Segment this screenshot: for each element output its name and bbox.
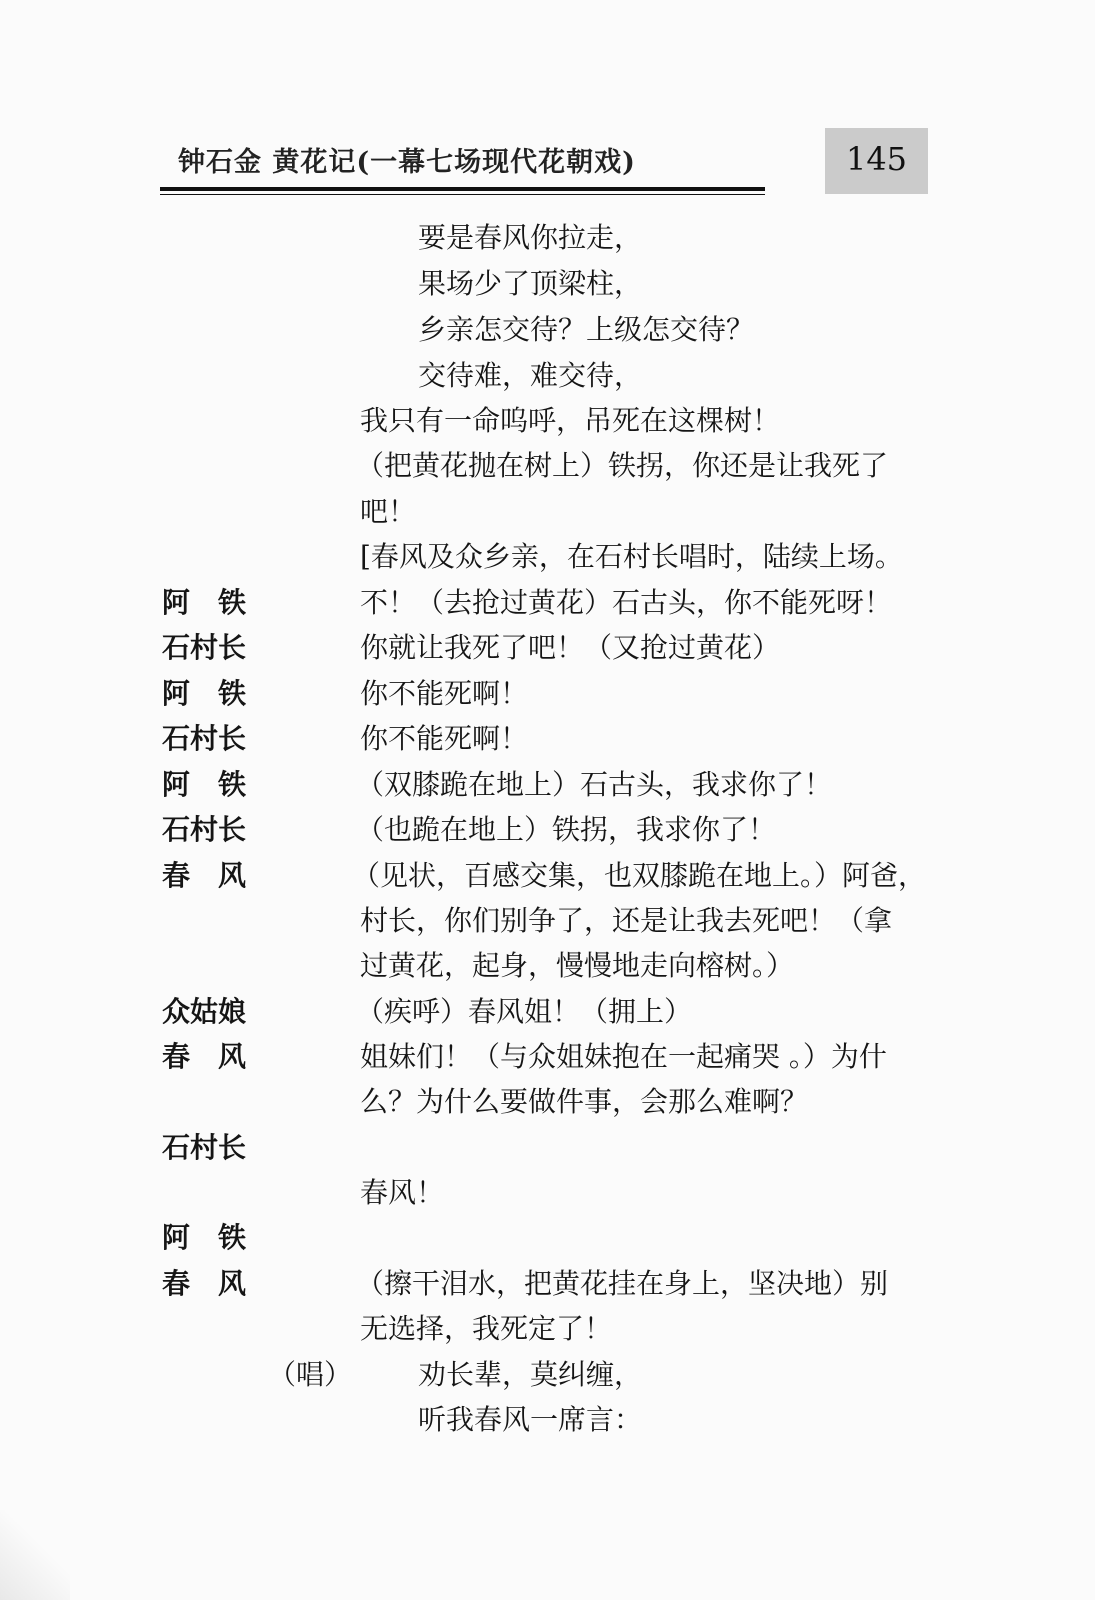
dialogue-line: （擦干泪水，把黄花挂在身上，坚决地）别 [356,1267,889,1300]
dialogue-line: 你就让我死了吧！（又抢过黄花） [360,631,781,664]
speaker-label: 春风 [162,859,275,892]
scan-edge-shadow [0,1510,70,1600]
speaker-label: 石村长 [162,813,247,846]
header-rule-thin [160,194,765,195]
dialogue-line: 你不能死啊！ [360,677,529,710]
verse-line: 交待难，难交待， [418,359,643,392]
dialogue-line: 吧！ [360,495,417,528]
dialogue-line: 么？为什么要做件事，会那么难啊？ [360,1085,809,1118]
dialogue-line: （也跪在地上）铁拐，我求你了！ [356,813,777,846]
dialogue-line: 无选择，我死定了！ [360,1312,613,1345]
dialogue-line: （见状，百感交集，也双膝跪在地上。）阿爸， [352,859,927,892]
speaker-label: 春风 [162,1267,275,1300]
speaker-label: 石村长 [162,722,247,755]
speaker-label: 阿铁 [162,768,275,801]
speaker-label: 阿铁 [162,1221,275,1254]
speaker-label: 阿铁 [162,677,275,710]
stage-direction-line: [春风及众乡亲，在石村长唱时，陆续上场。 [360,540,903,573]
dialogue-line: （双膝跪在地上）石古头，我求你了！ [356,768,833,801]
verse-line: 要是春风你拉走， [418,221,643,254]
running-header-title: 钟石金 黄花记(一幕七场现代花朝戏) [178,147,636,178]
sing-cue: （唱） [268,1358,353,1391]
header-rule-thick [160,187,765,191]
speaker-label: 石村长 [162,631,247,664]
dialogue-line: （把黄花抛在树上）铁拐，你还是让我死了 [356,449,889,482]
speaker-label: 春风 [162,1040,275,1073]
page-number-box [825,128,928,194]
speaker-label: 石村长 [162,1131,247,1164]
dialogue-line: 你不能死啊！ [360,722,529,755]
dialogue-line: 我只有一命呜呼，吊死在这棵树！ [360,404,781,437]
verse-line: 劝长辈，莫纠缠， [418,1358,643,1391]
dialogue-line: 不！（去抢过黄花）石古头，你不能死呀！ [360,586,893,619]
verse-line: 果场少了顶梁柱， [418,267,643,300]
dialogue-line: （疾呼）春风姐！（拥上） [356,995,693,1028]
dialogue-line: 姐妹们！（与众姐妹抱在一起痛哭 。）为什 [360,1040,887,1073]
speaker-label: 众姑娘 [162,995,247,1028]
verse-line: 听我春风一席言： [418,1403,643,1436]
dialogue-line: 过黄花，起身，慢慢地走向榕树。） [360,949,795,982]
dialogue-line: 村长，你们别争了，还是让我去死吧！（拿 [360,904,893,937]
verse-line: 乡亲怎交待？上级怎交待？ [418,313,755,346]
page-number: 145 [845,140,908,178]
dialogue-line: 春风！ [360,1176,445,1209]
speaker-label: 阿铁 [162,586,275,619]
